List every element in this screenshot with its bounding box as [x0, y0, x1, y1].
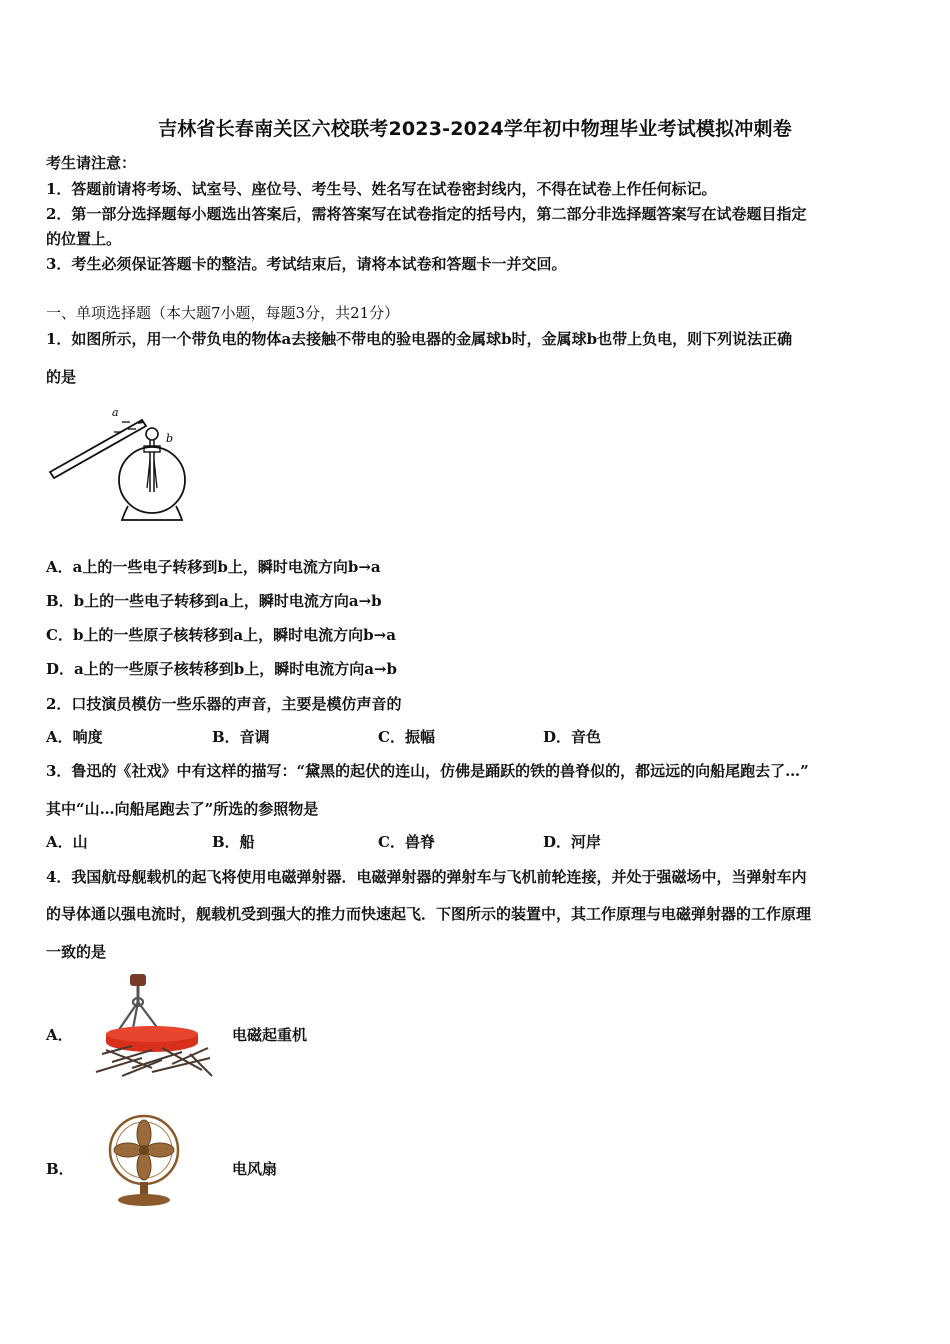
- section-heading: 一、单项选择题（本大题7小题，每题3分，共21分）: [46, 304, 400, 322]
- notice-heading: 考生请注意：: [46, 154, 137, 172]
- question-1-option-b[interactable]: B．b上的一些电子转移到a上，瞬时电流方向a→b: [46, 592, 382, 610]
- question-4-option-a-text[interactable]: 电磁起重机: [232, 1026, 308, 1044]
- electroscope-figure: [44, 402, 194, 527]
- question-2-option-a[interactable]: A．响度: [46, 728, 103, 746]
- question-3-option-c[interactable]: C．兽脊: [378, 833, 435, 851]
- question-3-option-b[interactable]: B．船: [212, 833, 255, 851]
- question-3-option-a[interactable]: A．山: [46, 833, 88, 851]
- question-4-stem-line2: 的导体通以强电流时，舰载机受到强大的推力而快速起飞．下图所示的装置中，其工作原理与电磁弹射器的工作原理: [46, 905, 812, 923]
- electric-fan-image: [98, 1112, 194, 1208]
- question-3-stem-line2: 其中“山…向船尾跑去了”所选的参照物是: [46, 800, 319, 818]
- notice-item-3: 3．考生必须保证答题卡的整洁。考试结束后，请将本试卷和答题卡一并交回。: [46, 255, 567, 273]
- figure-label-a: a: [112, 406, 119, 419]
- question-1-option-a[interactable]: A．a上的一些电子转移到b上，瞬时电流方向b→a: [46, 558, 381, 576]
- question-4-option-a-letter[interactable]: A．: [46, 1026, 73, 1044]
- question-4-option-b-letter[interactable]: B．: [46, 1160, 74, 1178]
- question-2-stem: 2．口技演员模仿一些乐器的声音，主要是模仿声音的: [46, 695, 402, 713]
- question-3-stem-line1: 3．鲁迅的《社戏》中有这样的描写：“黛黑的起伏的连山，仿佛是踊跃的铁的兽脊似的，都远远的向船尾跑去了…”: [46, 762, 809, 780]
- question-1-option-d[interactable]: D．a上的一些原子核转移到b上，瞬时电流方向a→b: [46, 660, 397, 678]
- question-2-option-c[interactable]: C．振幅: [378, 728, 435, 746]
- question-4-stem-line3: 一致的是: [46, 943, 107, 961]
- notice-item-1: 1．答题前请将考场、试室号、座位号、考生号、姓名写在试卷密封线内，不得在试卷上作任何标记。: [46, 180, 717, 198]
- question-2-option-d[interactable]: D．音色: [543, 728, 602, 746]
- question-4-stem-line1: 4．我国航母舰载机的起飞将使用电磁弹射器．电磁弹射器的弹射车与飞机前轮连接，并处于强磁场中，当弹射车内: [46, 868, 807, 886]
- figure-label-b: b: [166, 432, 174, 445]
- question-3-option-d[interactable]: D．河岸: [543, 833, 602, 851]
- question-2-option-b[interactable]: B．音调: [212, 728, 270, 746]
- page-title: 吉林省长春南关区六校联考2023-2024学年初中物理毕业考试模拟冲刺卷: [158, 118, 792, 140]
- question-1-option-c[interactable]: C．b上的一些原子核转移到a上，瞬时电流方向b→a: [46, 626, 396, 644]
- question-1-stem-line2: 的是: [46, 368, 77, 386]
- question-1-stem-line1: 1．如图所示，用一个带负电的物体a去接触不带电的验电器的金属球b时，金属球b也带上负电，则下列说法正确: [46, 330, 793, 348]
- notice-item-2: 2．第一部分选择题每小题选出答案后，需将答案写在试卷指定的括号内，第二部分非选择题答案写在试卷题目指定: [46, 205, 807, 223]
- electromagnet-crane-image: [92, 972, 216, 1086]
- question-4-option-b-text[interactable]: 电风扇: [232, 1160, 278, 1178]
- notice-item-2-cont: 的位置上。: [46, 230, 122, 248]
